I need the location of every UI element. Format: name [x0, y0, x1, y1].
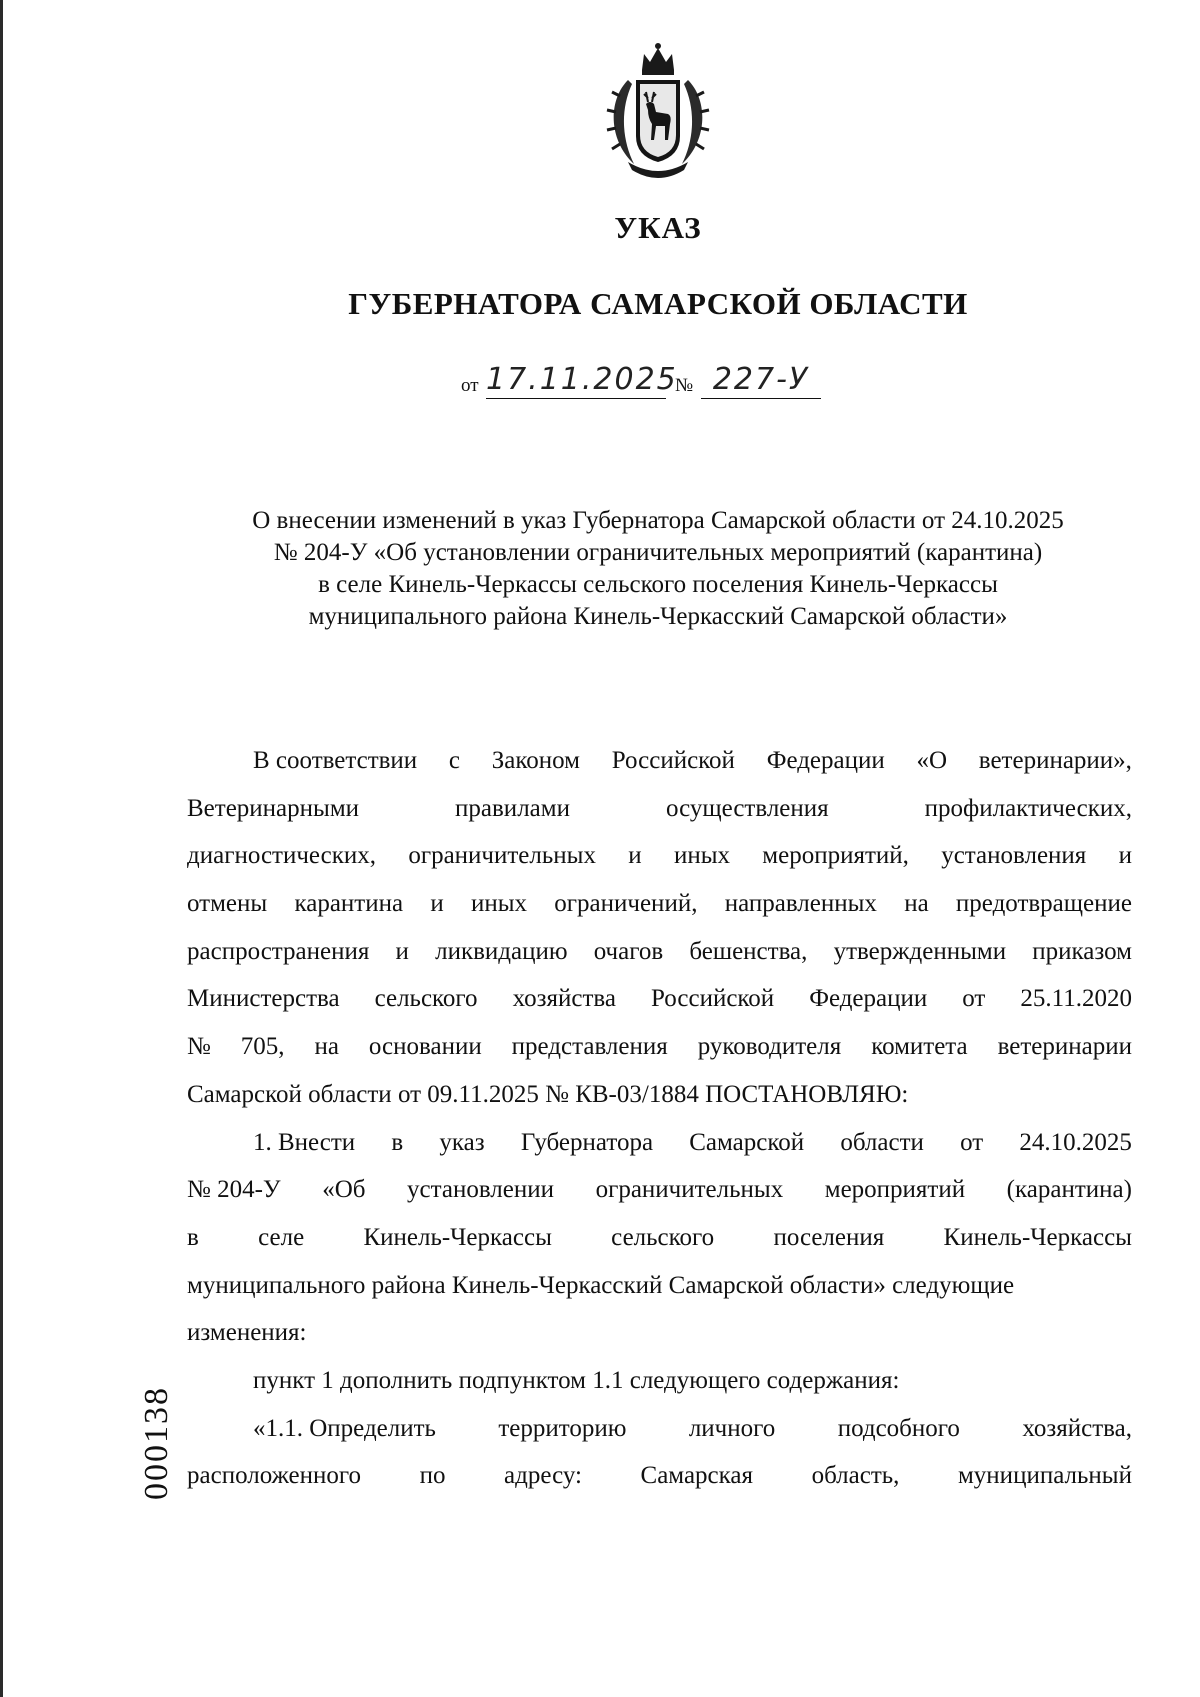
body-line — [187, 928, 1132, 976]
body-word: ветеринарии — [997, 1033, 1132, 1061]
body-word: Самарская — [640, 1462, 754, 1490]
body-word: на — [314, 1033, 339, 1061]
registration-number: 000138 — [138, 1386, 175, 1500]
coat-of-arms-emblem — [598, 40, 718, 182]
body-word: и — [430, 890, 444, 918]
body-word: территорию — [498, 1414, 627, 1442]
body-word: 25.11.2020 — [1020, 985, 1132, 1013]
body-word: Губернатора — [520, 1128, 654, 1156]
number-prefix: № — [675, 375, 694, 396]
body-word: ветеринарии», — [978, 747, 1132, 774]
body-word: и — [628, 842, 642, 870]
page-edge — [0, 0, 3, 1697]
body-word: 1. Внести — [253, 1128, 356, 1156]
body-word: и — [1118, 842, 1132, 870]
body-word: карантина — [294, 890, 404, 918]
body-word: Законом — [491, 747, 580, 774]
body-word: расположенного — [187, 1462, 362, 1490]
body-word: Федерации — [766, 747, 885, 774]
body-word: установлении — [407, 1176, 555, 1204]
body-word: сельского — [611, 1223, 715, 1251]
body-word: «Об — [322, 1176, 366, 1204]
body-line — [187, 1023, 1132, 1071]
body-word: ограничительных — [408, 842, 596, 870]
body-word: очагов — [593, 937, 664, 965]
body-word: мероприятий, — [762, 842, 909, 870]
body-word: установления — [941, 842, 1087, 870]
body-word: 705, — [240, 1033, 285, 1061]
subject-heading — [150, 505, 1166, 633]
body-word: иных — [470, 890, 528, 918]
body-line — [187, 1357, 1132, 1405]
body-word: предотвращение — [955, 890, 1132, 918]
body-word: комитета — [871, 1033, 968, 1061]
body-word: диагностических, — [187, 842, 377, 870]
body-word: хозяйства — [512, 985, 616, 1013]
body-word: В соответствии — [253, 747, 418, 774]
body-word: распространения — [187, 937, 370, 965]
subject-line: № 204-У «Об установлении ограничительных мероприятий (карантина) — [273, 539, 1043, 566]
subject-line: в селе Кинель-Черкассы сельского поселения Кинель-Черкассы — [318, 571, 998, 598]
body-word: (карантина) — [1006, 1176, 1132, 1204]
body-word: ликвидацию — [435, 937, 568, 965]
body-line — [187, 785, 1132, 833]
decree-body — [187, 737, 1132, 1500]
body-line — [187, 1119, 1132, 1167]
body-word: сельского — [374, 985, 478, 1013]
body-line — [187, 975, 1132, 1023]
body-line — [187, 880, 1132, 928]
body-word: Ветеринарными — [187, 794, 360, 822]
body-word: руководителя — [697, 1033, 842, 1061]
body-word: хозяйства, — [1022, 1414, 1132, 1442]
body-word: «О — [916, 747, 948, 774]
body-line — [187, 1262, 1132, 1310]
body-word: профилактических, — [924, 794, 1132, 822]
body-word: на — [904, 890, 929, 918]
body-line — [187, 1214, 1132, 1262]
body-word: в — [187, 1223, 199, 1251]
body-word: осуществления — [665, 794, 829, 822]
handwritten-date: 17.11.2025 — [486, 362, 678, 397]
body-word: иных — [673, 842, 730, 870]
body-line — [187, 1166, 1132, 1214]
body-word: приказом — [1032, 937, 1132, 965]
body-word: пункт 1 дополнить подпунктом 1.1 следующего содержания: — [253, 1366, 900, 1394]
body-word: основании — [368, 1033, 482, 1061]
body-word: муниципального района Кинель-Черкасский Самарской области» следующие — [187, 1271, 1015, 1299]
body-word: Федерации — [809, 985, 928, 1013]
body-word: поселения — [773, 1223, 885, 1251]
body-word: представления — [511, 1033, 668, 1061]
body-word: подсобного — [837, 1414, 960, 1442]
body-line — [187, 1309, 1132, 1357]
issuer-title: ГУБЕРНАТОРА САМАРСКОЙ ОБЛАСТИ — [348, 286, 968, 321]
document-type-title: УКАЗ — [614, 210, 702, 245]
body-word: Кинель-Черкассы — [943, 1223, 1132, 1251]
body-line — [187, 1405, 1132, 1453]
body-word: направленных — [724, 890, 877, 918]
body-word: области — [840, 1128, 924, 1156]
subject-line: О внесении изменений в указ Губернатора Самарской области от 24.10.2025 — [252, 507, 1064, 534]
body-word: правилами — [455, 794, 570, 822]
body-word: бешенства, — [689, 937, 808, 965]
body-line — [187, 737, 1132, 785]
body-word: № 204-У — [187, 1176, 281, 1204]
body-word: селе — [258, 1223, 305, 1251]
body-word: утвержденными — [833, 937, 1007, 965]
body-word: Министерства — [187, 985, 340, 1013]
body-word: адресу: — [504, 1462, 582, 1490]
body-word: от — [962, 985, 986, 1013]
body-word: Российской — [611, 747, 735, 774]
body-line — [187, 832, 1132, 880]
body-word: в — [391, 1128, 404, 1156]
body-word: № — [187, 1033, 211, 1061]
body-line — [187, 1071, 1132, 1119]
date-prefix: от — [461, 375, 479, 396]
body-word: по — [419, 1462, 446, 1490]
body-word: ограничительных — [595, 1176, 784, 1204]
body-word: указ — [439, 1128, 485, 1156]
body-word: с — [448, 747, 461, 774]
body-word: Самарской — [689, 1128, 805, 1156]
body-word: личного — [688, 1414, 776, 1442]
body-word: от — [960, 1128, 984, 1156]
body-word: отмены — [187, 890, 268, 918]
body-word: Кинель-Черкассы — [363, 1223, 552, 1251]
body-word: ограничений, — [554, 890, 698, 918]
body-word: и — [395, 937, 409, 965]
body-word: мероприятий — [824, 1176, 966, 1204]
body-word: изменения: — [187, 1319, 307, 1347]
body-word: 24.10.2025 — [1019, 1128, 1132, 1156]
body-word: область, — [811, 1462, 900, 1490]
body-word: «1.1. Определить — [253, 1414, 436, 1442]
body-word: муниципальный — [957, 1462, 1132, 1490]
body-word: Самарской области от 09.11.2025 № КВ-03/1884 ПОСТАНОВЛЯЮ: — [187, 1080, 909, 1108]
body-line — [187, 1452, 1132, 1500]
handwritten-number: 227-У — [701, 362, 821, 399]
subject-line: муниципального района Кинель-Черкасский Самарской области» — [308, 603, 1008, 630]
body-word: Российской — [650, 985, 775, 1013]
